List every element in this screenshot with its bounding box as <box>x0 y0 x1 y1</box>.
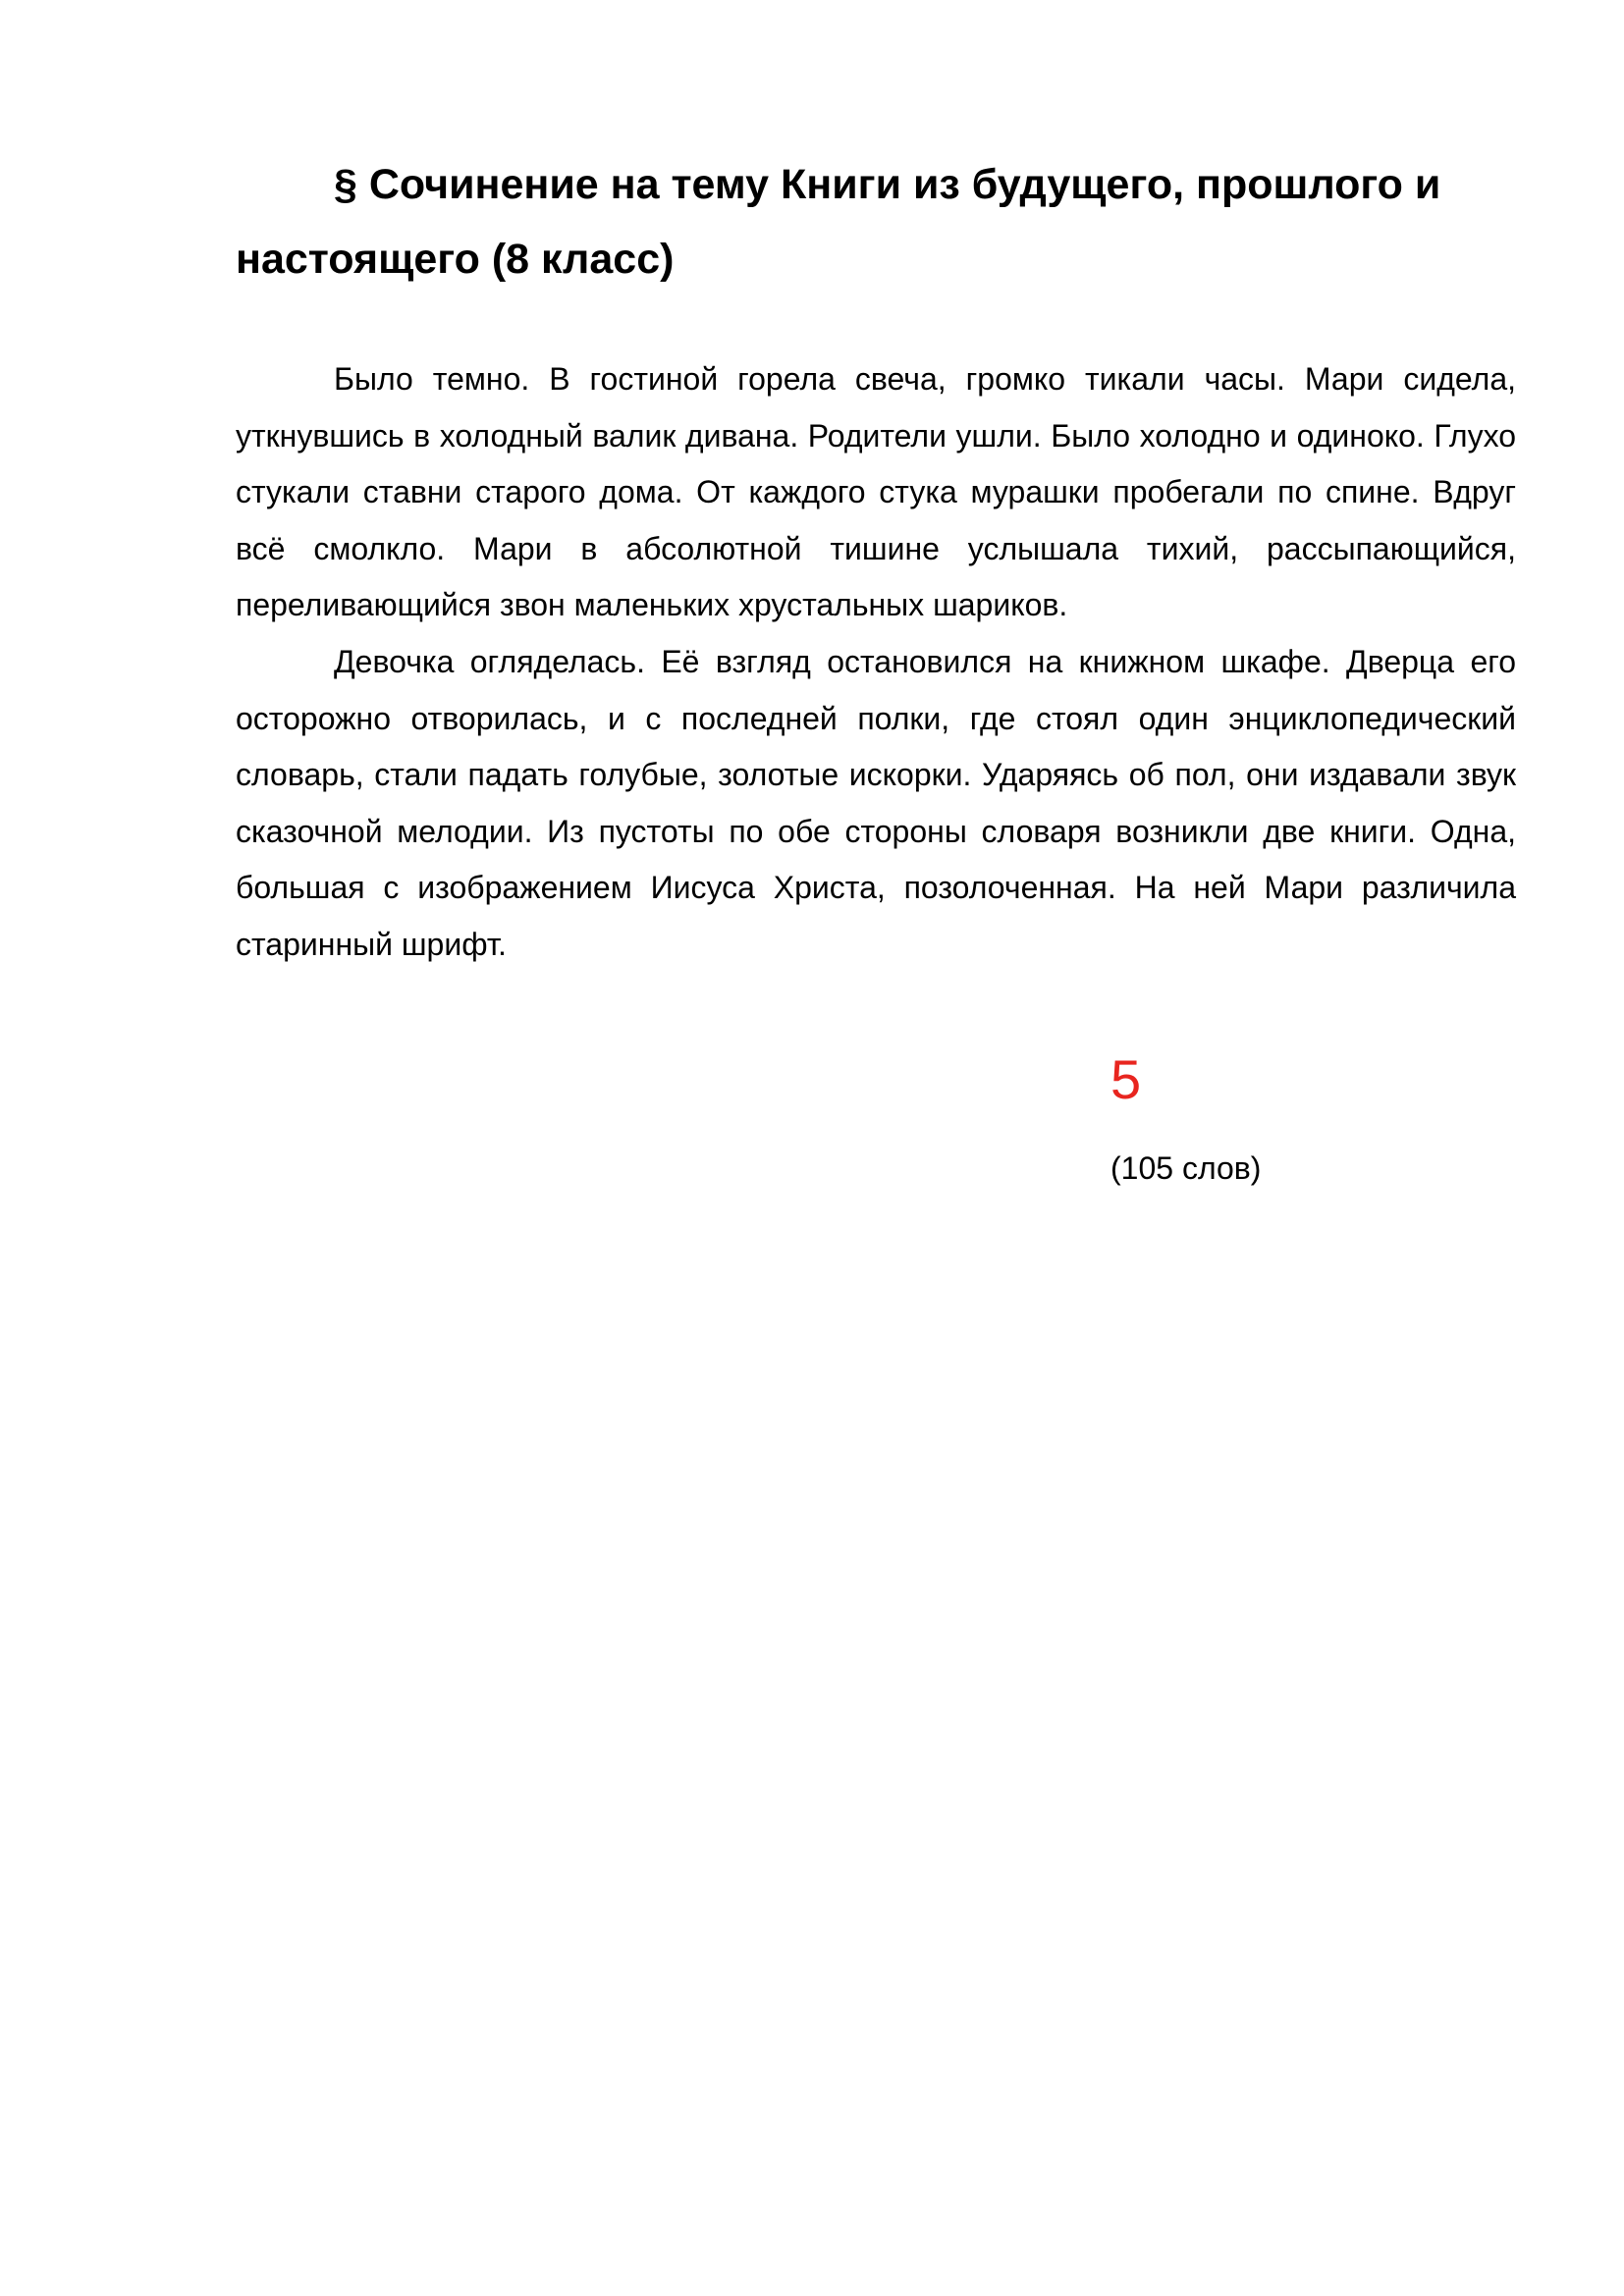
document-page <box>236 147 1516 974</box>
essay-body <box>236 351 1516 974</box>
essay-paragraph-2: Девочка огляделась. Её взгляд остановился на книжном шкафе. Дверца его осторожно отворилась, и с последней полки, где стоял один энциклопедический словарь, стали падать голубые, золотые искорки. Ударяясь об пол, они издавали звук сказочной мелодии. Из пустоты по обе стороны словаря возникли две книги. Одна, большая с изображением Иисуса Христа, позолоченная. На ней Мари различила старинный шрифт. <box>236 643 1516 962</box>
grade-mark: 5 <box>1110 1048 1142 1110</box>
word-count: (105 слов) <box>1110 1150 1262 1186</box>
essay-title: § Сочинение на тему Книги из будущего, прошлого и настоящего (8 класс) <box>236 161 1441 283</box>
essay-paragraph-1: Было темно. В гостиной горела свеча, громко тикали часы. Мари сидела, уткнувшись в холодный валик дивана. Родители ушли. Было холодно и одиноко. Глухо стукали ставни старого дома. От каждого стука мурашки пробегали по спине. Вдруг всё смолкло. Мари в абсолютной тишине услышала тихий, рассыпающийся, переливающийся звон маленьких хрустальных шариков. <box>236 361 1516 623</box>
